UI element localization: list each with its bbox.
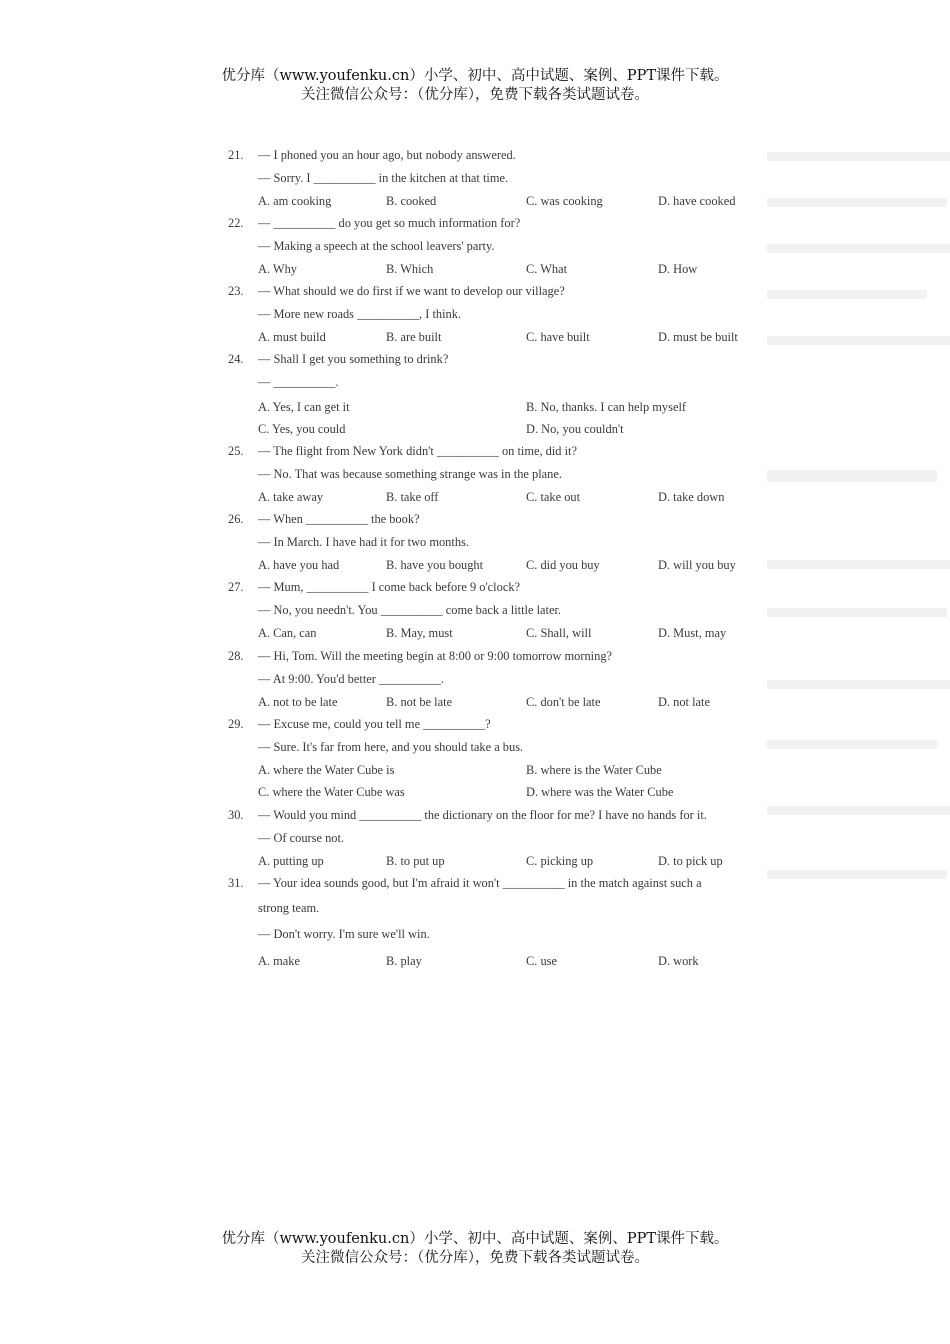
question-number: 21. [228, 148, 244, 162]
answer-option: D. have cooked [658, 193, 736, 208]
answer-option: B. are built [386, 329, 442, 344]
answer-option: A. am cooking [258, 193, 332, 208]
answer-option: C. was cooking [526, 193, 603, 208]
question-line: — Excuse me, could you tell me __________? [258, 717, 491, 731]
question-line: — Hi, Tom. Will the meeting begin at 8:00 or 9:00 tomorrow morning? [258, 649, 613, 663]
answer-option: C. picking up [526, 853, 594, 868]
answer-option: D. work [658, 953, 699, 968]
question-number: 26. [228, 512, 244, 526]
answer-option: B. cooked [386, 193, 437, 208]
answer-option: D. Must, may [658, 625, 727, 640]
bleed-through-mark [767, 290, 927, 299]
question-line: — The flight from New York didn't __________ on time, did it? [258, 444, 577, 458]
answer-option: D. must be built [658, 329, 738, 344]
answer-option: A. take away [258, 489, 324, 504]
bleed-through-mark [767, 244, 950, 253]
question-line: — More new roads __________, I think. [258, 306, 462, 321]
answer-option: C. Shall, will [526, 625, 592, 640]
question-line: — No, you needn't. You __________ come back a little later. [258, 602, 561, 617]
answer-option: C. Yes, you could [258, 422, 346, 437]
answer-option: B. to put up [386, 853, 445, 868]
question-line: — Making a speech at the school leavers' party. [258, 238, 495, 253]
answer-option: D. How [658, 261, 698, 276]
question-number: 25. [228, 444, 244, 458]
question-number: 31. [228, 876, 244, 890]
question-line: — No. That was because something strange was in the plane. [258, 466, 562, 481]
footer-line-2: 关注微信公众号：（优分库），免费下载各类试题试卷。 [301, 1250, 649, 1266]
question-number: 28. [228, 649, 244, 663]
answer-option: D. to pick up [658, 853, 723, 868]
bleed-through-mark [767, 680, 950, 689]
bleed-through-mark [767, 336, 950, 345]
answer-option: A. Yes, I can get it [258, 399, 350, 414]
bleed-through-mark [767, 560, 950, 569]
answer-option: A. Can, can [258, 625, 317, 640]
answer-option: C. What [526, 261, 568, 276]
bleed-through-mark [767, 740, 937, 749]
question-line: — Mum, __________ I come back before 9 o'clock? [258, 580, 521, 594]
answer-option: D. take down [658, 489, 725, 504]
answer-option: C. did you buy [526, 557, 600, 572]
answer-option: A. make [258, 953, 300, 968]
answer-option: B. play [386, 953, 422, 968]
answer-option: A. putting up [258, 853, 324, 868]
answer-option: C. have built [526, 329, 590, 344]
question-line: strong team. [258, 901, 320, 916]
answer-option: A. Why [258, 261, 298, 276]
answer-option: B. where is the Water Cube [526, 762, 662, 777]
question-line: — When __________ the book? [258, 512, 420, 526]
question-number: 29. [228, 717, 244, 731]
bleed-through-mark [767, 152, 950, 161]
bleed-through-mark [767, 470, 937, 482]
question-number: 30. [228, 808, 244, 822]
question-line: — Your idea sounds good, but I'm afraid it won't __________ in the match against such a [258, 876, 702, 890]
question-line: — Would you mind __________ the dictionary on the floor for me? I have no hands for it. [258, 808, 707, 822]
bleed-through-mark [767, 806, 950, 815]
question-line: — Don't worry. I'm sure we'll win. [258, 926, 430, 941]
answer-option: D. where was the Water Cube [526, 785, 674, 800]
question-line: — Shall I get you something to drink? [258, 352, 449, 366]
footer-line-1: 优分库（www.youfenku.cn）小学、初中、高中试题、案例、PPT课件下载。 [221, 1231, 729, 1247]
question-line: — __________. [258, 374, 339, 389]
answer-option: D. not late [658, 694, 710, 709]
answer-option: A. must build [258, 329, 326, 344]
question-line: — __________ do you get so much information for? [258, 216, 521, 230]
question-line: — Of course not. [258, 830, 345, 845]
page-header [0, 67, 950, 105]
question-line: — Sure. It's far from here, and you should take a bus. [258, 739, 524, 754]
answer-option: B. Which [386, 261, 434, 276]
answer-option: C. take out [526, 489, 581, 504]
question-line: — What should we do first if we want to develop our village? [258, 284, 565, 298]
answer-option: B. take off [386, 489, 439, 504]
question-line: — Sorry. I __________ in the kitchen at that time. [258, 170, 509, 185]
header-line-2: 关注微信公众号：（优分库），免费下载各类试题试卷。 [301, 87, 649, 103]
answer-option: D. No, you couldn't [526, 422, 624, 437]
answer-option: A. not to be late [258, 694, 338, 709]
bleed-through-mark [767, 608, 947, 617]
answer-option: D. will you buy [658, 557, 736, 572]
answer-option: B. No, thanks. I can help myself [526, 399, 687, 414]
question-line: — In March. I have had it for two months. [258, 534, 469, 549]
question-number: 23. [228, 284, 244, 298]
answer-option: B. not be late [386, 694, 453, 709]
question-number: 22. [228, 216, 244, 230]
answer-option: B. May, must [386, 625, 453, 640]
question-number: 24. [228, 352, 244, 366]
answer-option: C. where the Water Cube was [258, 785, 405, 800]
answer-option: B. have you bought [386, 557, 484, 572]
answer-option: A. where the Water Cube is [258, 762, 395, 777]
page-footer [0, 1230, 950, 1268]
answer-option: C. use [526, 953, 557, 968]
question-number: 27. [228, 580, 244, 594]
bleed-through-mark [767, 198, 947, 207]
question-line: — At 9:00. You'd better __________. [258, 671, 445, 686]
bleed-through-mark [767, 870, 947, 879]
answer-option: C. don't be late [526, 694, 601, 709]
header-line-1: 优分库（www.youfenku.cn）小学、初中、高中试题、案例、PPT课件下载。 [221, 68, 729, 84]
question-line: — I phoned you an hour ago, but nobody answered. [258, 148, 516, 162]
answer-option: A. have you had [258, 557, 340, 572]
